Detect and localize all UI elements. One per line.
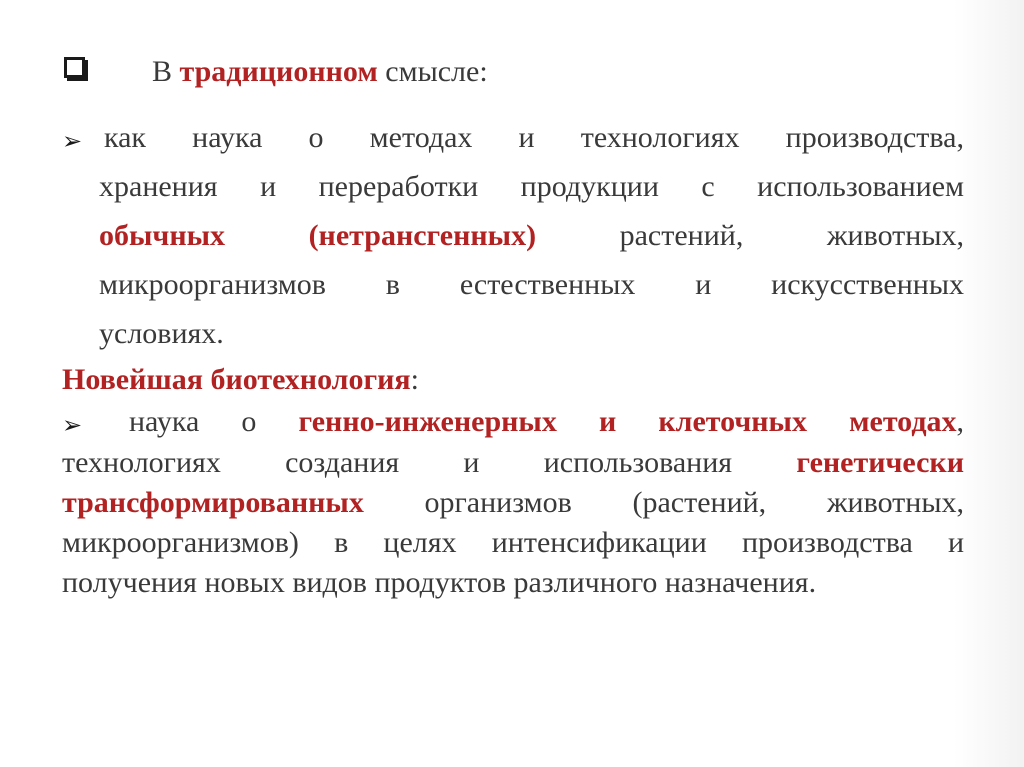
traditional-line-4 — [99, 268, 964, 302]
newest-red-3: трансформированных — [62, 486, 364, 519]
checkbox-icon — [64, 57, 85, 78]
newest-bullet — [62, 407, 82, 443]
traditional-red-term: обычных (нетрансгенных) — [99, 219, 537, 252]
traditional-text-4: микроорганизмов в естественных и искусственных — [99, 268, 964, 301]
newest-text-5: получения новых видов продуктов различного назначения. — [62, 566, 817, 599]
newest-line-4 — [62, 526, 964, 560]
newest-line-2 — [62, 446, 964, 480]
newest-text-1: наука о — [129, 405, 299, 438]
traditional-line-1 — [104, 121, 964, 155]
traditional-text-3: растений, животных, — [536, 219, 964, 252]
newest-line-3 — [62, 486, 964, 520]
newest-text-2: технологиях создания и использования — [62, 446, 797, 479]
newest-title-colon: : — [410, 363, 419, 396]
traditional-line-2 — [99, 170, 964, 204]
newest-red-1: генно-инженерных и клеточных методах — [298, 405, 957, 438]
heading — [152, 55, 488, 89]
arrow-bullet-icon: ➢ — [62, 129, 83, 155]
newest-red-2: генетически — [796, 446, 964, 479]
newest-text-3: организмов (растений, животных, — [363, 486, 964, 519]
heading-prefix: В — [152, 55, 180, 88]
arrow-bullet-icon: ➢ — [62, 413, 83, 439]
traditional-bullet — [62, 123, 82, 159]
traditional-line-5 — [99, 317, 224, 351]
newest-title-text: Новейшая биотехнология — [62, 363, 411, 396]
newest-line-5 — [62, 566, 816, 600]
newest-text-4: микроорганизмов) в целях интенсификации производства и — [62, 526, 964, 559]
traditional-text-1: как наука о методах и технологиях производства, — [104, 121, 964, 154]
heading-suffix: смысле: — [377, 55, 488, 88]
heading-highlight: традиционном — [179, 55, 378, 88]
traditional-line-3 — [99, 219, 964, 253]
side-gradient — [954, 0, 1024, 767]
newest-line-1 — [129, 405, 964, 439]
newest-title — [62, 363, 419, 397]
newest-comma: , — [956, 405, 964, 438]
traditional-text-2: хранения и переработки продукции с использованием — [99, 170, 964, 203]
traditional-text-5: условиях. — [99, 317, 224, 350]
